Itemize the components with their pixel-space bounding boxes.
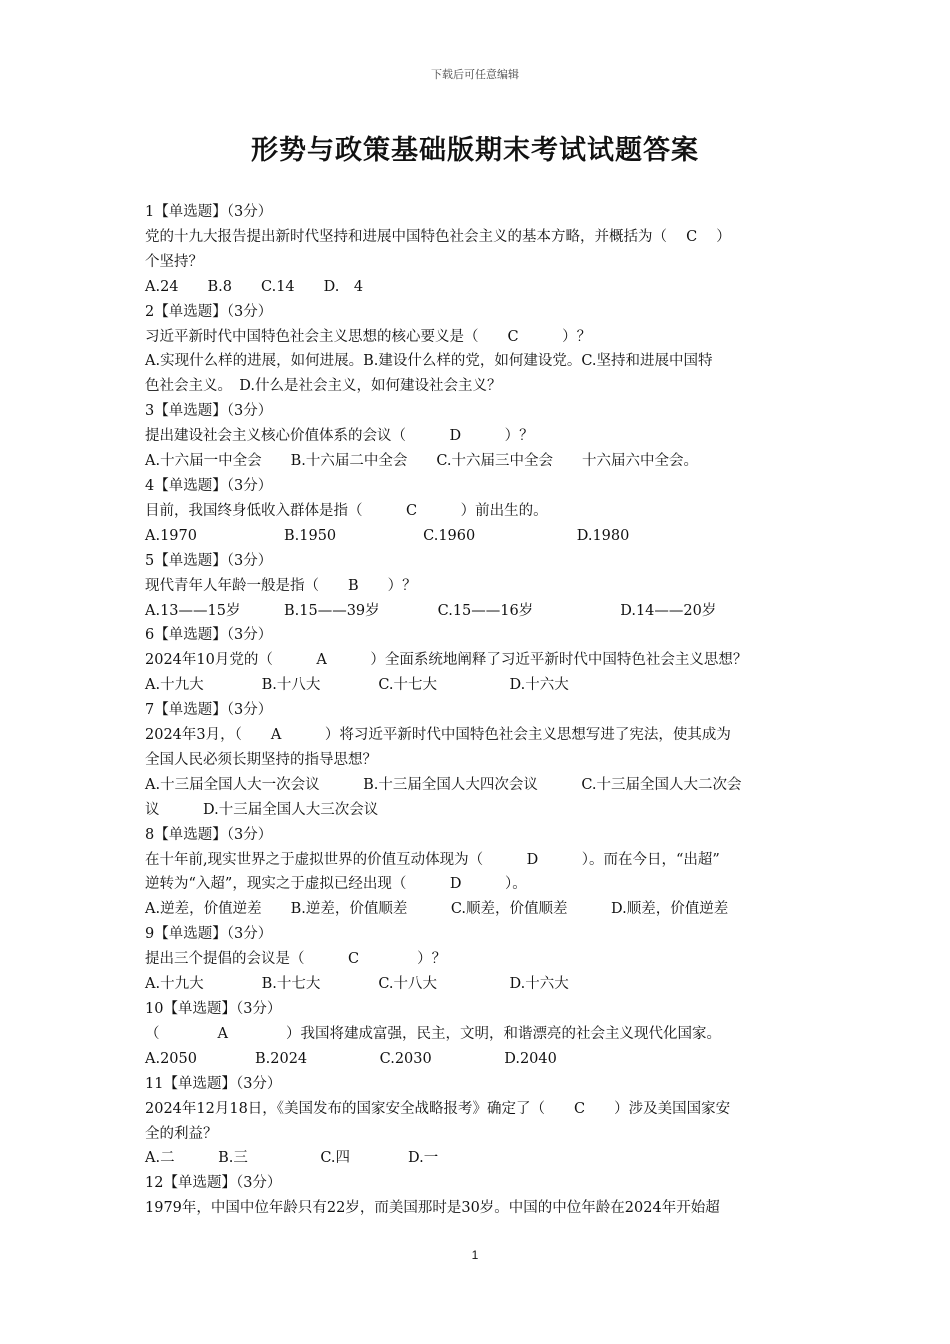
- document-title: 形势与政策基础版期末考试试题答案: [251, 135, 699, 166]
- text-line: 提出三个提倡的会议是（ C ）？: [145, 951, 447, 968]
- text-line: 5【单选题】（3分）: [145, 552, 273, 569]
- text-line: A.逆差，价值逆差 B.逆差，价值顺差 C.顺差，价值顺差 D.顺差，价值逆差: [145, 901, 729, 918]
- text-line: （ A ）我国将建成富强，民主，文明，和谐漂亮的社会主义现代化国家。: [145, 1025, 721, 1042]
- text-line: 党的十九大报告提出新时代坚持和进展中国特色社会主义的基本方略，并概括为（ C ）: [145, 228, 731, 245]
- text-line: A.十三届全国人大一次会议 B.十三届全国人大四次会议 C.十三届全国人大二次会: [145, 776, 742, 793]
- text-line: 2024年12月18日，《美国发布的国家安全战略报考》确定了（ C ）涉及美国国家安: [145, 1100, 731, 1117]
- text-line: A.13——15岁 B.15——39岁 C.15——16岁 D.14——20岁: [145, 602, 717, 619]
- text-line: 全国人民必须长期坚持的指导思想？: [145, 751, 377, 768]
- text-line: 2024年3月，（ A ）将习近平新时代中国特色社会主义思想写进了宪法，使其成为: [145, 727, 731, 744]
- text-line: 色社会主义。 D.什么是社会主义，如何建设社会主义？: [145, 378, 502, 395]
- text-line: 12【单选题】（3分）: [145, 1175, 282, 1192]
- header-note: 下载后可任意编辑: [431, 68, 519, 81]
- text-line: 在十年前,现实世界之于虚拟世界的价值互动体现为（ D ）。而在今日，“出超”: [145, 851, 720, 868]
- text-line: A.实现什么样的进展，如何进展。B.建设什么样的党，如何建设党。C.坚持和进展中国特: [145, 353, 713, 370]
- text-line: 逆转为“入超”，现实之于虚拟已经出现（ D ）。: [145, 876, 527, 893]
- text-line: A.十六届一中全会 B.十六届二中全会 C.十六届三中全会 十六届六中全会。: [145, 453, 699, 470]
- page-number: 1: [471, 1248, 479, 1262]
- text-line: 全的利益？: [145, 1125, 218, 1142]
- question-list: [145, 200, 810, 1221]
- text-line: 2024年10月党的（ A ）全面系统地阐释了习近平新时代中国特色社会主义思想？: [145, 652, 748, 669]
- text-line: 2【单选题】（3分）: [145, 303, 273, 320]
- text-line: 3【单选题】（3分）: [145, 403, 273, 420]
- text-line: A.2050 B.2024 C.2030 D.2040: [145, 1050, 557, 1067]
- text-line: 11【单选题】（3分）: [145, 1075, 282, 1092]
- text-line: 4【单选题】（3分）: [145, 477, 273, 494]
- text-line: 1【单选题】（3分）: [145, 204, 273, 220]
- text-line: A.二 B.三 C.四 D.一: [145, 1150, 439, 1167]
- text-line: 议 D.十三届全国人大三次会议: [145, 801, 379, 818]
- text-line: 目前，我国终身低收入群体是指（ C ）前出生的。: [145, 502, 548, 519]
- text-line: A.十九大 B.十七大 C.十八大 D.十六大: [145, 976, 569, 993]
- text-line: 提出建设社会主义核心价值体系的会议（ D ）？: [145, 428, 534, 445]
- text-line: 9【单选题】（3分）: [145, 926, 273, 943]
- text-line: A.24 B.8 C.14 D. 4: [145, 278, 364, 295]
- text-line: A.1970 B.1950 C.1960 D.1980: [145, 527, 630, 544]
- text-line: 现代青年人年龄一般是指（ B ）？: [145, 577, 417, 594]
- text-line: 个坚持？: [145, 253, 203, 270]
- text-line: 6【单选题】（3分）: [145, 627, 273, 644]
- text-line: 7【单选题】（3分）: [145, 702, 273, 719]
- text-line: 10【单选题】（3分）: [145, 1001, 282, 1017]
- text-line: 1979年，中国中位年龄只有22岁，而美国那时是30岁。中国的中位年龄在2024年开始超: [145, 1200, 720, 1217]
- text-line: 8【单选题】（3分）: [145, 826, 273, 843]
- text-line: A.十九大 B.十八大 C.十七大 D.十六大: [145, 677, 569, 694]
- text-line: 习近平新时代中国特色社会主义思想的核心要义是（ C ）？: [145, 328, 592, 345]
